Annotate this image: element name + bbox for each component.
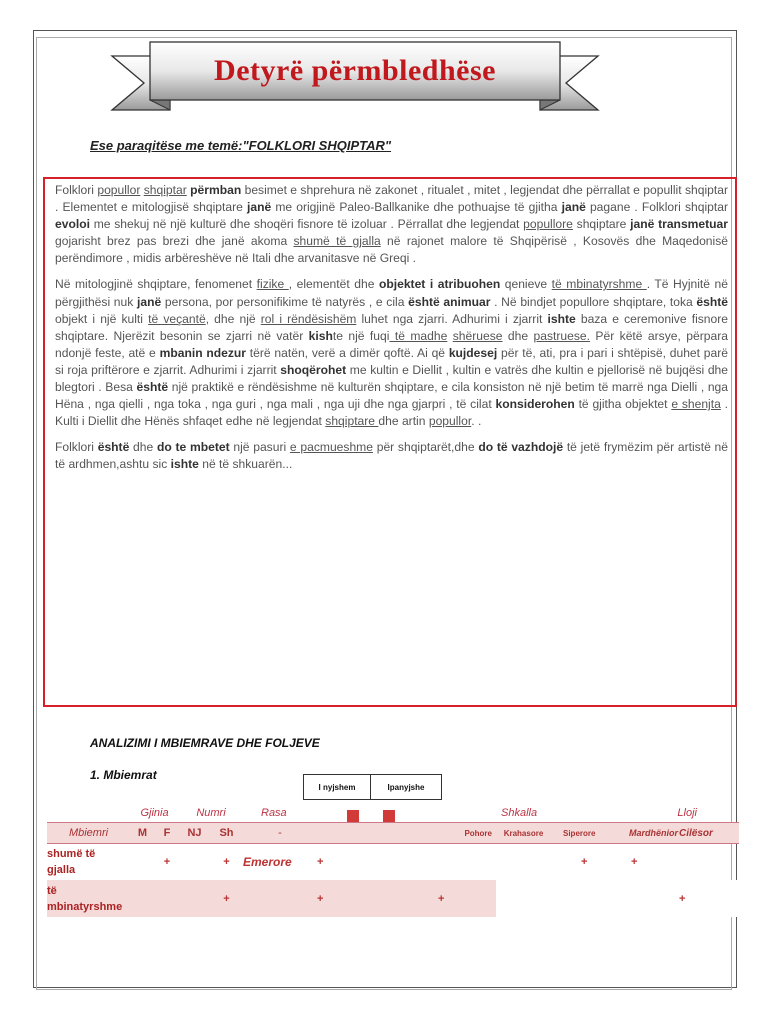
essay-text: shqiptare <box>572 217 631 232</box>
essay-paragraph-1 <box>55 182 728 267</box>
col-f: F <box>163 827 171 839</box>
essay-text: Folklori <box>55 440 98 455</box>
essay-underlined-word: pastruese. <box>533 328 591 343</box>
col-mardhenior: Mardhënior <box>629 828 679 838</box>
essay-underlined-word: të veçantë <box>148 311 206 326</box>
essay-paragraph-3 <box>55 439 728 473</box>
cell-sh: + <box>223 855 230 868</box>
essay-bold-word: do te mbetet <box>156 440 230 455</box>
essay-text: në rajonet malore të Shqipërisë , Kosovës dhe Maqedonisë perëndimore , midis arbëreshëve në Itali dhe arvanitasve në Greqi . <box>55 234 728 266</box>
table-column-header <box>47 823 739 843</box>
essay-text: një pasuri <box>229 440 290 455</box>
essay-bold-word: objektet <box>378 277 426 292</box>
essay-bold-word: ishte <box>170 457 199 472</box>
col-siperore: Siperore <box>563 828 596 838</box>
col-rasa: - <box>278 827 282 839</box>
essay-text: Folklori <box>55 183 98 197</box>
group-gjinia: Gjinia <box>140 807 169 819</box>
essay-bold-word: kujdesej <box>448 345 498 360</box>
col-cilesor: Cilësor <box>679 827 713 839</box>
cell-nyjshem: + <box>317 892 324 905</box>
callout-panyjshem: Ipanyjshe <box>370 774 442 800</box>
essay-bold-word: janë <box>137 294 162 309</box>
cell-f: + <box>163 855 171 868</box>
essay-bold-word: është <box>696 294 729 309</box>
callout-nyjshem: I nyjshem <box>303 774 371 800</box>
essay-text: qenieve <box>500 277 552 292</box>
essay-bold-word: janë <box>247 200 272 215</box>
essay-text: në të shkuarën... <box>198 457 293 472</box>
essay-bold-word: është animuar <box>408 294 491 309</box>
col-krahasore: Krahasore <box>503 828 544 838</box>
essay-underlined-word: fizike <box>256 277 289 292</box>
essay-bold-word: mbanin ndezur <box>159 345 247 360</box>
essay-underlined-word: shqiptare <box>325 414 379 429</box>
group-shkalla: Shkalla <box>501 807 538 819</box>
table-row <box>47 843 739 880</box>
essay-text: me kultin e Diellit , kultin e vatrës dhe kultin e pjellorisë në bujqësi dhe blegtori . Besa <box>55 362 729 395</box>
essay-underlined-word: popullore <box>523 217 573 232</box>
essay-text: dhe artin <box>378 414 429 429</box>
essay-bold-word: është <box>97 440 130 455</box>
group-lloji: Lloji <box>677 807 697 819</box>
cell-siperore: + <box>581 855 588 868</box>
row-label: të mbinatyrshme <box>47 884 123 913</box>
essay-underlined-word: të mbinatyrshme <box>551 277 647 292</box>
table-row <box>47 880 739 917</box>
cell-sh: + <box>223 892 230 905</box>
essay-bold-word: kish <box>308 328 333 343</box>
group-rasa: Rasa <box>261 807 287 819</box>
essay-underlined-word: e shenjta <box>671 397 721 412</box>
col-m: M <box>137 827 148 839</box>
essay-text: . Në bindjet popullore shqiptare, toka <box>490 294 697 309</box>
row-label: shumë të gjalla <box>47 847 96 876</box>
essay-text: dhe <box>502 328 534 343</box>
essay-text: pagane . Folklori shqiptar <box>585 200 728 215</box>
essay-text: luhet nga zjarri. Adhurimi i zjarrit <box>356 311 548 326</box>
essay-bold-word: janë transmetuar <box>630 217 728 232</box>
col-pohore: Pohore <box>464 828 492 838</box>
essay-text: , dhe një <box>205 311 261 326</box>
essay-text: . Kulti i Diellit dhe Hënës shfaqet edhe në legjendat <box>55 397 728 429</box>
table-group-header <box>47 803 739 823</box>
cell-rasa: Emerore <box>243 854 292 869</box>
essay-text: të jetë frymëzim për artistë në të ardhmen,ashtu sic <box>55 440 728 472</box>
essay-paragraph-2 <box>55 276 728 430</box>
essay-text: Për këtë arsye, përpara ndonjë feste, atë e <box>55 328 728 360</box>
essay-text: dhe <box>129 440 157 455</box>
essay-box <box>43 177 737 707</box>
page-title: Detyrë përmbledhëse <box>214 54 496 87</box>
col-nj: NJ <box>187 827 202 839</box>
essay-text: . Të Hyjnitë në përgjithësi nuk <box>55 277 728 309</box>
cell-nyjshem: + <box>317 855 324 868</box>
analysis-title: ANALIZIMI I MBIEMRAVE DHE FOLJEVE <box>90 736 320 750</box>
essay-bold-word: ishte <box>547 311 576 326</box>
group-numri: Numri <box>196 807 226 819</box>
adjectives-subtitle: 1. Mbiemrat <box>90 768 157 782</box>
essay-bold-word: konsiderohen <box>495 397 575 412</box>
essay-text: Në mitologjinë shqiptare, fenomenet <box>55 277 257 292</box>
essay-text: , elementët dhe <box>288 277 379 292</box>
essay-bold-word: do të vazhdojë <box>478 440 564 455</box>
essay-text: objekt i një kulti <box>55 311 149 326</box>
essay-text: tërë natën, verë a dimër qoftë. Ai që <box>246 345 449 360</box>
essay-text: për të, ati, pra i pari i shtëpisë, duhet parë si roja priftërore e zjarrit. Adhurimi i zjarrit <box>55 345 728 377</box>
essay-text: gojarisht brez pas brezi dhe janë akoma <box>55 234 294 249</box>
essay-subtitle: Ese paraqitëse me temë:"FOLKLORI SHQIPTAR" <box>90 138 392 153</box>
essay-underlined-word: popullor <box>97 183 141 197</box>
essay-underlined-word: rol i rëndësishëm <box>260 311 357 326</box>
essay-underlined-word: e pacmueshme <box>289 440 373 455</box>
essay-underlined-word: popullor <box>428 414 472 429</box>
essay-underlined-word: të madhe <box>389 328 448 343</box>
essay-bold-word: shoqërohet <box>280 362 347 377</box>
cell-pohore: + <box>438 892 445 905</box>
essay-text: për shqiptarët,dhe <box>372 440 479 455</box>
essay-text: një praktikë e rëndësishme në kulturën shqiptare, e cila konsiston në një betim të marrë nga Dielli , nga Hëna , nga qielli , nga toka , nga guri , nga mali , nga uji dhe nga gjarpri , të cilat <box>55 380 728 412</box>
essay-text: persona, por personifikime të natyrës , e cila <box>161 294 409 309</box>
essay-text: me shekuj në një kulturë dhe shoqëri fisnore të izoluar . Përrallat dhe legjendat <box>89 217 524 232</box>
essay-bold-word: janë <box>561 200 586 215</box>
essay-underlined-word: shqiptar <box>143 183 187 197</box>
essay-text: me origjinë Paleo-Ballkanike dhe pothuajse të gjitha <box>271 200 562 215</box>
col-mbiemri: Mbiemri <box>68 827 109 839</box>
col-sh: Sh <box>219 827 234 839</box>
adjectives-table <box>47 803 739 917</box>
essay-bold-word: përmban <box>190 183 242 197</box>
essay-text: te një fuqi <box>332 328 390 343</box>
essay-bold-word: evoloi <box>55 217 90 232</box>
essay-underlined-word: shumë të gjalla <box>293 234 381 249</box>
essay-bold-word: i atribuohen <box>429 277 501 292</box>
essay-text: . . <box>471 414 482 429</box>
essay-underlined-word: shëruese <box>452 328 503 343</box>
essay-bold-word: është <box>136 380 169 395</box>
essay-text: besimet e shprehura në zakonet , ritualet , mitet , legjendat dhe përrallat e popullit shqiptar . Elementet e mitologjisë shqiptare <box>55 183 728 215</box>
cell-cilesor: + <box>679 880 739 917</box>
cell-mardhenior: + <box>631 855 638 868</box>
essay-text: të gjitha objektet <box>574 397 672 412</box>
essay-text: baza e ceremonive fisnore shqiptare. Njerëzit besonin se zjarri në vatër <box>55 311 729 343</box>
